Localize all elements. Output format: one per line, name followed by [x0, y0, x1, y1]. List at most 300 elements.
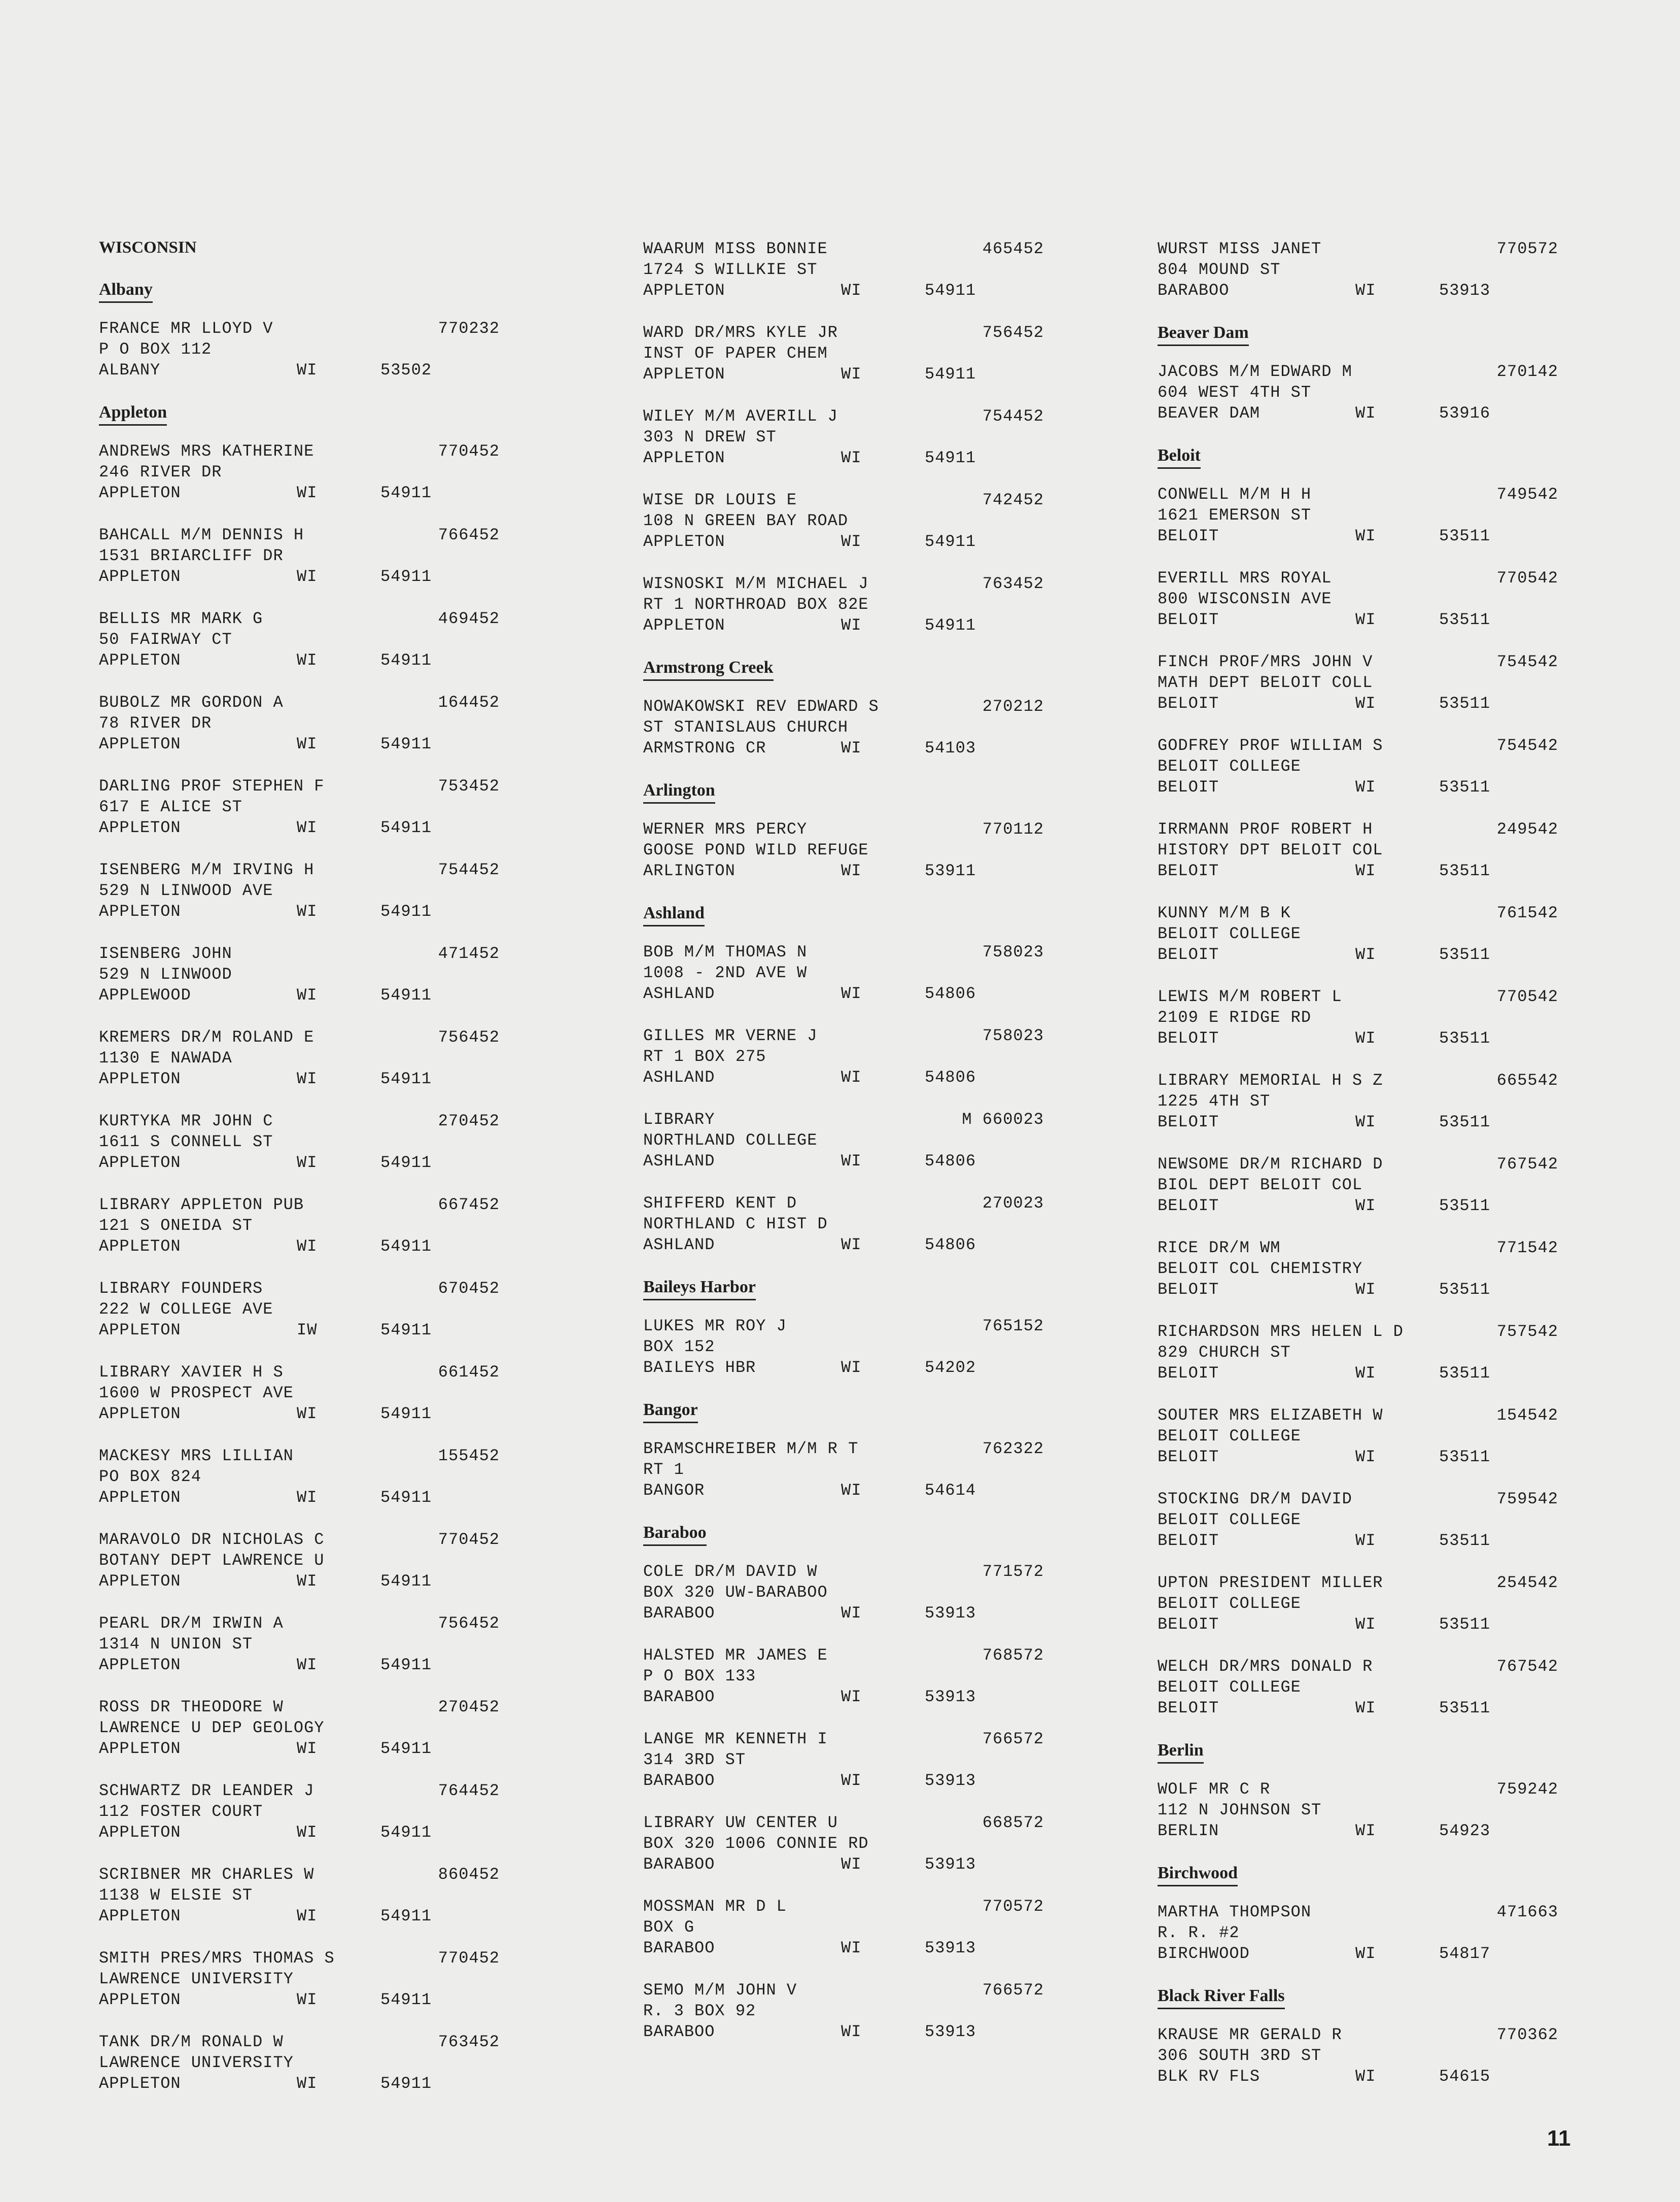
- entry-code: 767542: [1496, 1657, 1558, 1676]
- entry-zip: 53511: [1439, 694, 1491, 713]
- entry-name: SHIFFERD KENT D: [643, 1194, 797, 1213]
- entry-code: 763452: [438, 2033, 500, 2051]
- entry-town: BELOIT: [1158, 945, 1219, 964]
- entry-zip: 53511: [1439, 1364, 1491, 1383]
- entry-name: LUKES MR ROY J: [643, 1317, 787, 1335]
- entry-town: ASHLAND: [643, 984, 715, 1003]
- entry-address: 529 N LINWOOD: [99, 965, 232, 984]
- entry-address: NORTHLAND C HIST D: [643, 1215, 828, 1233]
- directory-entry: [1158, 1779, 1558, 1841]
- directory-entry: [99, 525, 500, 587]
- entry-state: WI: [1355, 1944, 1376, 1963]
- entry-name: JACOBS M/M EDWARD M: [1158, 362, 1352, 381]
- entry-address: P O BOX 112: [99, 340, 212, 359]
- directory-entry: [643, 406, 1044, 468]
- directory-entry: [99, 1446, 500, 1508]
- entry-state: WI: [841, 1235, 862, 1254]
- entry-town: BELOIT: [1158, 694, 1219, 713]
- entry-zip: 53913: [925, 2022, 976, 2041]
- entry-name: EVERILL MRS ROYAL: [1158, 569, 1332, 588]
- entry-zip: 53913: [925, 1604, 976, 1623]
- entry-zip: 53511: [1439, 862, 1491, 880]
- entry-name: UPTON PRESIDENT MILLER: [1158, 1573, 1383, 1592]
- entry-state: WI: [1355, 1448, 1376, 1466]
- entry-code: 766452: [438, 526, 500, 544]
- entry-town: APPLETON: [99, 1907, 181, 1925]
- entry-town: ASHLAND: [643, 1152, 715, 1171]
- entry-code: 770542: [1496, 569, 1558, 588]
- directory-entry: [643, 1729, 1044, 1791]
- entry-town: BARABOO: [643, 1771, 715, 1790]
- entry-town: BARABOO: [643, 1939, 715, 1957]
- entry-state: WI: [841, 1481, 862, 1500]
- entry-zip: 54911: [380, 2074, 432, 2093]
- entry-address: 1531 BRIARCLIFF DR: [99, 546, 284, 565]
- entry-name: TANK DR/M RONALD W: [99, 2033, 284, 2051]
- entry-zip: 54911: [925, 449, 976, 467]
- city-heading: Ashland: [643, 903, 705, 926]
- entry-state: WI: [297, 1990, 318, 2009]
- entry-state: WI: [841, 449, 862, 467]
- entry-town: BERLIN: [1158, 1821, 1219, 1840]
- directory-entry: [99, 859, 500, 922]
- entry-town: APPLETON: [643, 365, 725, 384]
- entry-state: WI: [297, 986, 318, 1005]
- directory-entry: [99, 1948, 500, 2010]
- entry-code: 766572: [982, 1981, 1044, 2000]
- city-heading: Beloit: [1158, 445, 1201, 469]
- entry-address: 2109 E RIDGE RD: [1158, 1008, 1312, 1027]
- entry-address: R. R. #2: [1158, 1923, 1240, 1942]
- entry-address: 1621 EMERSON ST: [1158, 506, 1312, 525]
- entry-zip: 53913: [925, 1771, 976, 1790]
- city-heading: Albany: [99, 279, 153, 303]
- city-heading: Birchwood: [1158, 1863, 1238, 1886]
- city-heading: Baileys Harbor: [643, 1277, 756, 1300]
- directory-entry: [99, 1613, 500, 1675]
- entry-town: BELOIT: [1158, 1196, 1219, 1215]
- entry-address: LAWRENCE UNIVERSITY: [99, 1970, 294, 1988]
- directory-entry: [99, 318, 500, 381]
- entry-name: MACKESY MRS LILLIAN: [99, 1447, 294, 1465]
- entry-address: 306 SOUTH 3RD ST: [1158, 2046, 1322, 2065]
- entry-zip: 54911: [380, 1488, 432, 1507]
- entry-zip: 53511: [1439, 1448, 1491, 1466]
- entry-address: LAWRENCE UNIVERSITY: [99, 2053, 294, 2072]
- entry-state: WI: [841, 1855, 862, 1874]
- entry-code: 770572: [982, 1897, 1044, 1916]
- entry-address: BIOL DEPT BELOIT COL: [1158, 1176, 1363, 1194]
- entry-name: NOWAKOWSKI REV EDWARD S: [643, 697, 879, 716]
- entry-town: BELOIT: [1158, 1113, 1219, 1131]
- entry-code: 759242: [1496, 1780, 1558, 1799]
- entry-state: WI: [1355, 610, 1376, 629]
- entry-address: 1724 S WILLKIE ST: [643, 260, 818, 279]
- entry-name: STOCKING DR/M DAVID: [1158, 1490, 1352, 1508]
- directory-entry: [99, 1529, 500, 1592]
- entry-state: WI: [297, 1404, 318, 1423]
- entry-address: BOX G: [643, 1918, 695, 1937]
- entry-name: LIBRARY XAVIER H S: [99, 1363, 284, 1382]
- entry-name: SCHWARTZ DR LEANDER J: [99, 1781, 314, 1800]
- entry-town: APPLETON: [99, 1656, 181, 1674]
- entry-town: BLK RV FLS: [1158, 2067, 1261, 2086]
- entry-zip: 54911: [925, 365, 976, 384]
- city-heading: Beaver Dam: [1158, 322, 1249, 346]
- entry-name: WURST MISS JANET: [1158, 239, 1322, 258]
- entry-zip: 54923: [1439, 1821, 1491, 1840]
- entry-state: WI: [1355, 1531, 1376, 1550]
- entry-code: 249542: [1496, 820, 1558, 839]
- entry-address: 1008 - 2ND AVE W: [643, 964, 808, 982]
- directory-entry: [643, 573, 1044, 636]
- entry-address: 800 WISCONSIN AVE: [1158, 590, 1332, 608]
- entry-town: BELOIT: [1158, 1699, 1219, 1717]
- entry-town: BARABOO: [643, 2022, 715, 2041]
- entry-code: 254542: [1496, 1573, 1558, 1592]
- entry-zip: 53502: [380, 361, 432, 380]
- entry-code: 270023: [982, 1194, 1044, 1213]
- directory-entry: [1158, 1321, 1558, 1384]
- entry-zip: 53913: [925, 1855, 976, 1874]
- entry-zip: 54202: [925, 1358, 976, 1377]
- entry-name: BRAMSCHREIBER M/M R T: [643, 1439, 859, 1458]
- city-heading: Arlington: [643, 780, 715, 804]
- entry-address: 604 WEST 4TH ST: [1158, 383, 1312, 402]
- entry-name: BOB M/M THOMAS N: [643, 943, 808, 961]
- directory-entry: [643, 942, 1044, 1004]
- directory-entry: [1158, 1237, 1558, 1300]
- directory-entry: [99, 943, 500, 1006]
- entry-name: LIBRARY APPLETON PUB: [99, 1195, 304, 1214]
- entry-code: 766572: [982, 1730, 1044, 1748]
- city-heading: Appleton: [99, 402, 167, 426]
- entry-code: 754452: [982, 407, 1044, 426]
- entry-address: BELOIT COLLEGE: [1158, 1678, 1301, 1697]
- city-group-heading: [1158, 1740, 1558, 1779]
- entry-code: 665542: [1496, 1071, 1558, 1090]
- directory-entry: [99, 441, 500, 503]
- entry-code: 155452: [438, 1447, 500, 1465]
- entry-zip: 54911: [380, 567, 432, 586]
- directory-entry: [99, 1864, 500, 1926]
- entry-state: WI: [841, 1068, 862, 1087]
- directory-entry: [99, 1027, 500, 1089]
- entry-address: 617 E ALICE ST: [99, 798, 242, 816]
- directory-entry: [99, 608, 500, 671]
- entry-town: BELOIT: [1158, 1448, 1219, 1466]
- entry-state: WI: [1355, 1699, 1376, 1717]
- entry-name: LANGE MR KENNETH I: [643, 1730, 828, 1748]
- directory-entry: [1158, 735, 1558, 798]
- entry-code: 770452: [438, 442, 500, 461]
- entry-town: APPLETON: [643, 281, 725, 300]
- entry-address: RT 1 BOX 275: [643, 1047, 766, 1066]
- entry-state: WI: [1355, 1615, 1376, 1634]
- entry-code: 770362: [1496, 2025, 1558, 2044]
- entry-zip: 54911: [925, 281, 976, 300]
- directory-entry: [99, 1194, 500, 1257]
- entry-code: 770542: [1496, 987, 1558, 1006]
- entry-name: LIBRARY: [643, 1110, 715, 1129]
- entry-name: FINCH PROF/MRS JOHN V: [1158, 652, 1373, 671]
- entry-town: BELOIT: [1158, 862, 1219, 880]
- entry-state: WI: [841, 281, 862, 300]
- entry-name: BAHCALL M/M DENNIS H: [99, 526, 304, 544]
- entry-town: BELOIT: [1158, 778, 1219, 797]
- entry-code: 465452: [982, 239, 1044, 258]
- directory-entry: [1158, 986, 1558, 1049]
- entry-zip: 53911: [925, 862, 976, 880]
- entry-address: BOX 152: [643, 1337, 715, 1356]
- entry-address: INST OF PAPER CHEM: [643, 344, 828, 363]
- entry-address: HISTORY DPT BELOIT COL: [1158, 841, 1383, 859]
- entry-address: R. 3 BOX 92: [643, 2002, 756, 2020]
- entry-state: WI: [297, 1572, 318, 1591]
- entry-code: 770112: [982, 820, 1044, 839]
- entry-code: 471452: [438, 944, 500, 963]
- entry-code: 770452: [438, 1949, 500, 1968]
- entry-zip: 54103: [925, 739, 976, 758]
- entry-name: WAARUM MISS BONNIE: [643, 239, 828, 258]
- entry-state: WI: [841, 1771, 862, 1790]
- entry-zip: 54911: [380, 1404, 432, 1423]
- entry-state: WI: [297, 1488, 318, 1507]
- entry-code: 749542: [1496, 485, 1558, 504]
- entry-name: ANDREWS MRS KATHERINE: [99, 442, 314, 461]
- entry-state: WI: [841, 532, 862, 551]
- entry-address: BELOIT COLLEGE: [1158, 924, 1301, 943]
- city-heading: Baraboo: [643, 1522, 707, 1546]
- entry-town: BELOIT: [1158, 1280, 1219, 1299]
- entry-name: WILEY M/M AVERILL J: [643, 407, 838, 426]
- entry-code: 668572: [982, 1813, 1044, 1832]
- entry-state: WI: [297, 1153, 318, 1172]
- entry-code: 768572: [982, 1646, 1044, 1665]
- entry-code: 756452: [982, 323, 1044, 342]
- entry-state: WI: [297, 2074, 318, 2093]
- directory-entry: [99, 1780, 500, 1843]
- entry-name: RICHARDSON MRS HELEN L D: [1158, 1322, 1404, 1341]
- directory-entry: [643, 1645, 1044, 1707]
- entry-zip: 53913: [925, 1688, 976, 1706]
- entry-name: WERNER MRS PERCY: [643, 820, 808, 839]
- entry-code: 753452: [438, 777, 500, 796]
- entry-state: WI: [1355, 1196, 1376, 1215]
- entry-state: WI: [297, 484, 318, 502]
- entry-address: LAWRENCE U DEP GEOLOGY: [99, 1718, 325, 1737]
- entry-address: 804 MOUND ST: [1158, 260, 1281, 279]
- entry-zip: 54911: [380, 1823, 432, 1842]
- entry-state: WI: [841, 862, 862, 880]
- entry-zip: 53511: [1439, 1699, 1491, 1717]
- city-group-heading: [643, 1522, 1044, 1561]
- entry-code: 758023: [982, 943, 1044, 961]
- directory-entry: [1158, 651, 1558, 714]
- entry-name: KREMERS DR/M ROLAND E: [99, 1028, 314, 1047]
- entry-name: GILLES MR VERNE J: [643, 1026, 818, 1045]
- entry-state: WI: [1355, 1113, 1376, 1131]
- entry-town: APPLETON: [99, 651, 181, 670]
- entry-zip: 53511: [1439, 610, 1491, 629]
- entry-zip: 53511: [1439, 1113, 1491, 1131]
- entry-zip: 54911: [380, 1907, 432, 1925]
- entry-code: 754542: [1496, 652, 1558, 671]
- entry-state: WI: [841, 1152, 862, 1171]
- city-heading: Berlin: [1158, 1740, 1204, 1764]
- entry-name: CONWELL M/M H H: [1158, 485, 1312, 504]
- entry-address: RT 1: [643, 1460, 684, 1479]
- entry-name: COLE DR/M DAVID W: [643, 1562, 818, 1581]
- entry-town: APPLETON: [99, 1739, 181, 1758]
- city-group-heading: [99, 279, 500, 318]
- entry-address: 1225 4TH ST: [1158, 1092, 1271, 1111]
- directory-entry: [643, 819, 1044, 881]
- entry-zip: 54911: [380, 1990, 432, 2009]
- entry-address: 112 N JOHNSON ST: [1158, 1801, 1322, 1819]
- entry-name: SEMO M/M JOHN V: [643, 1981, 797, 2000]
- entry-town: BANGOR: [643, 1481, 705, 1500]
- entry-state: WI: [1355, 2067, 1376, 2086]
- entry-zip: 54911: [380, 902, 432, 921]
- entry-state: WI: [841, 1939, 862, 1957]
- entry-address: 1138 W ELSIE ST: [99, 1886, 253, 1905]
- entry-town: BELOIT: [1158, 1364, 1219, 1383]
- entry-zip: 54806: [925, 1235, 976, 1254]
- entry-address: GOOSE POND WILD REFUGE: [643, 841, 869, 859]
- city-group-heading: [643, 1277, 1044, 1316]
- entry-zip: 53511: [1439, 1531, 1491, 1550]
- entry-code: 754542: [1496, 736, 1558, 755]
- entry-code: 742452: [982, 491, 1044, 509]
- entry-town: APPLEWOOD: [99, 986, 191, 1005]
- entry-state: WI: [841, 739, 862, 758]
- entry-code: 771572: [982, 1562, 1044, 1581]
- entry-code: 164452: [438, 693, 500, 712]
- entry-town: APPLETON: [99, 1990, 181, 2009]
- directory-entry: [643, 1812, 1044, 1875]
- entry-state: WI: [297, 818, 318, 837]
- entry-address: NORTHLAND COLLEGE: [643, 1131, 818, 1150]
- entry-state: WI: [1355, 1364, 1376, 1383]
- directory-entry: [1158, 361, 1558, 424]
- entry-town: APPLETON: [643, 616, 725, 635]
- entry-code: 154542: [1496, 1406, 1558, 1425]
- entry-state: IW: [297, 1321, 318, 1339]
- directory-entry: [99, 1362, 500, 1424]
- entry-state: WI: [297, 902, 318, 921]
- entry-town: BELOIT: [1158, 1531, 1219, 1550]
- city-group-heading: [1158, 445, 1558, 484]
- entry-name: MOSSMAN MR D L: [643, 1897, 787, 1916]
- entry-address: BELOIT COLLEGE: [1158, 1594, 1301, 1613]
- directory-entry: [1158, 484, 1558, 546]
- entry-name: GODFREY PROF WILLIAM S: [1158, 736, 1383, 755]
- entry-address: BOX 320 1006 CONNIE RD: [643, 1834, 869, 1853]
- entry-code: 270452: [438, 1112, 500, 1130]
- entry-address: 829 CHURCH ST: [1158, 1343, 1291, 1362]
- entry-state: WI: [297, 735, 318, 753]
- directory-entry: [99, 692, 500, 754]
- entry-state: WI: [1355, 281, 1376, 300]
- entry-address: BELOIT COLLEGE: [1158, 1427, 1301, 1446]
- entry-name: LEWIS M/M ROBERT L: [1158, 987, 1342, 1006]
- entry-code: 667452: [438, 1195, 500, 1214]
- directory-entry: [643, 1109, 1044, 1172]
- entry-town: APPLETON: [99, 1823, 181, 1842]
- directory-entry: [643, 1193, 1044, 1255]
- directory-entry: [99, 1278, 500, 1340]
- entry-state: WI: [297, 1823, 318, 1842]
- entry-name: RICE DR/M WM: [1158, 1238, 1281, 1257]
- directory-entry: [1158, 819, 1558, 881]
- entry-town: APPLETON: [643, 449, 725, 467]
- entry-name: KRAUSE MR GERALD R: [1158, 2025, 1342, 2044]
- entry-state: WI: [297, 1656, 318, 1674]
- entry-state: WI: [297, 1070, 318, 1088]
- city-heading: Armstrong Creek: [643, 657, 774, 681]
- entry-town: APPLETON: [99, 1321, 181, 1339]
- city-group-heading: [1158, 1863, 1558, 1902]
- entry-zip: 54806: [925, 1068, 976, 1087]
- directory-entry: [1158, 1154, 1558, 1216]
- entry-address: 529 N LINWOOD AVE: [99, 881, 273, 900]
- entry-zip: 54911: [380, 651, 432, 670]
- entry-name: WARD DR/MRS KYLE JR: [643, 323, 838, 342]
- directory-entry: [1158, 2024, 1558, 2087]
- entry-code: 763452: [982, 574, 1044, 593]
- entry-address: 108 N GREEN BAY ROAD: [643, 511, 849, 530]
- entry-code: 756452: [438, 1614, 500, 1633]
- entry-town: BARABOO: [643, 1604, 715, 1623]
- entry-address: 314 3RD ST: [643, 1750, 746, 1769]
- entry-code: 471663: [1496, 1903, 1558, 1921]
- entry-state: WI: [297, 1237, 318, 1256]
- entry-town: APPLETON: [99, 1488, 181, 1507]
- entry-zip: 54911: [380, 1572, 432, 1591]
- entry-state: WI: [297, 651, 318, 670]
- entry-state: WI: [297, 1907, 318, 1925]
- entry-state: WI: [1355, 778, 1376, 797]
- entry-code: 771542: [1496, 1238, 1558, 1257]
- entry-town: APPLETON: [99, 1070, 181, 1088]
- entry-town: APPLETON: [99, 735, 181, 753]
- directory-entry: [99, 1111, 500, 1173]
- entry-address: 112 FOSTER COURT: [99, 1802, 263, 1821]
- directory-entry: [1158, 1902, 1558, 1964]
- entry-address: BELOIT COLLEGE: [1158, 757, 1301, 776]
- entry-town: APPLETON: [99, 1237, 181, 1256]
- entry-state: WI: [841, 1688, 862, 1706]
- directory-entry: [643, 1980, 1044, 2042]
- entry-zip: 53511: [1439, 1029, 1491, 1048]
- entry-town: BELOIT: [1158, 1615, 1219, 1634]
- entry-town: BIRCHWOOD: [1158, 1944, 1250, 1963]
- entry-address: 1130 E NAWADA: [99, 1049, 232, 1068]
- entry-address: ST STANISLAUS CHURCH: [643, 718, 849, 737]
- entry-zip: 54911: [380, 1656, 432, 1674]
- directory-entry: [99, 1697, 500, 1759]
- entry-town: ASHLAND: [643, 1068, 715, 1087]
- directory-entry: [1158, 1405, 1558, 1467]
- entry-address: 1600 W PROSPECT AVE: [99, 1384, 294, 1402]
- entry-code: 759542: [1496, 1490, 1558, 1508]
- entry-town: BELOIT: [1158, 610, 1219, 629]
- entry-zip: 53511: [1439, 1280, 1491, 1299]
- entry-address: 246 RIVER DR: [99, 463, 222, 481]
- entry-state: WI: [1355, 404, 1376, 423]
- entry-address: P O BOX 133: [643, 1667, 756, 1685]
